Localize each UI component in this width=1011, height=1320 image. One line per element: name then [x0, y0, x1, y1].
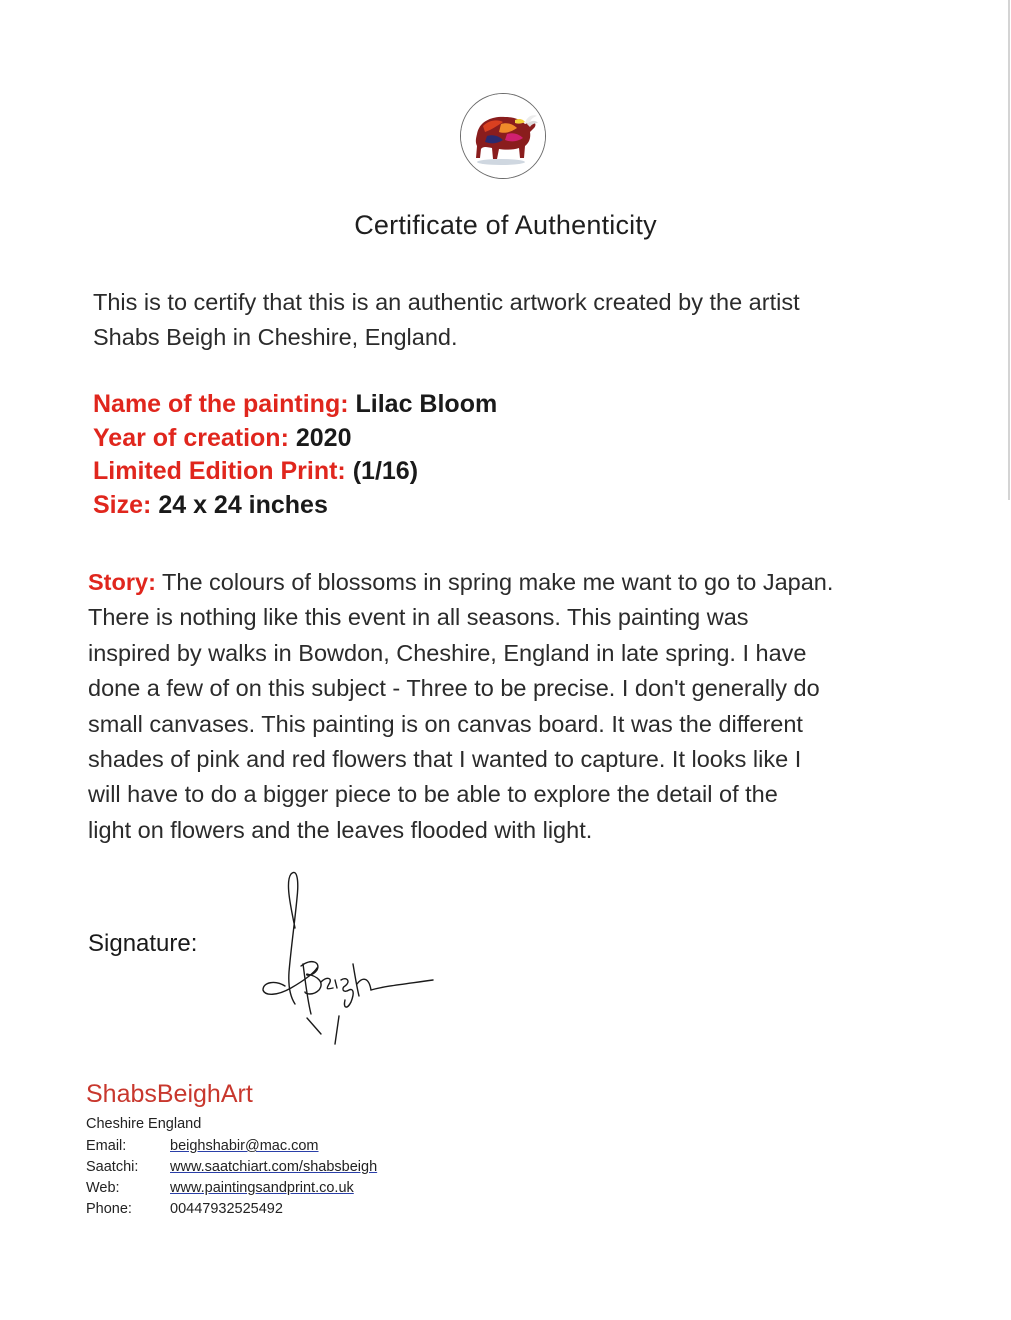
contact-row-email: [86, 1136, 377, 1157]
certificate-title: Certificate of Authenticity: [354, 210, 657, 240]
edition-value: (1/16): [352, 457, 419, 485]
year-value: 2020: [295, 423, 352, 452]
detail-row-name: [93, 388, 793, 422]
detail-row-edition: [93, 455, 793, 489]
story-line-text: The colours of blossoms in spring make me want to go to Japan.: [162, 569, 834, 595]
intro-line: This is to certify that this is an authentic artwork created by the artist: [93, 289, 800, 315]
size-label: Size:: [93, 490, 152, 519]
size-value: 24 x 24 inches: [158, 490, 328, 519]
web-label: Web:: [86, 1180, 120, 1196]
handwritten-signature: [255, 868, 440, 1050]
story-line: small canvases. This painting is on canvas board. It was the different: [88, 710, 803, 737]
intro-line: Shabs Beigh in Cheshire, England.: [93, 324, 458, 350]
painting-name-label: Name of the painting:: [93, 390, 349, 418]
story-paragraph: [88, 565, 928, 848]
contact-details: [86, 1136, 377, 1220]
story-line: [88, 565, 928, 600]
web-link[interactable]: www.paintingsandprint.co.uk: [170, 1180, 354, 1196]
phone-label: Phone:: [86, 1201, 132, 1217]
email-label: Email:: [86, 1138, 127, 1154]
story-line: light on flowers and the leaves flooded with light.: [88, 816, 593, 843]
page-edge-divider: [1008, 0, 1010, 500]
bull-painting-icon: [460, 93, 546, 179]
saatchi-label: Saatchi:: [86, 1159, 139, 1175]
story-line: inspired by walks in Bowdon, Cheshire, England in late spring. I have: [88, 639, 807, 666]
detail-row-size: [93, 489, 793, 523]
signature-label: Signature:: [88, 930, 198, 957]
contact-row-saatchi: [86, 1157, 377, 1178]
brand-name: ShabsBeighArt: [86, 1080, 253, 1108]
painting-name-value: Lilac Bloom: [355, 390, 498, 418]
phone-value: 00447932525492: [170, 1201, 283, 1217]
intro-paragraph: [93, 285, 933, 355]
story-line: done a few of on this subject - Three to be precise. I don't generally do: [88, 675, 820, 702]
edition-label: Limited Edition Print:: [93, 457, 346, 485]
story-line: There is nothing like this event in all seasons. This painting was: [88, 604, 749, 631]
story-line: shades of pink and red flowers that I wanted to capture. It looks like I: [88, 746, 802, 773]
year-label: Year of creation:: [93, 423, 289, 452]
story-line: will have to do a bigger piece to be able to explore the detail of the: [88, 781, 778, 808]
email-link[interactable]: beighshabir@mac.com: [170, 1138, 319, 1154]
contact-row-web: [86, 1178, 377, 1199]
detail-row-year: [93, 422, 793, 456]
story-label: Story:: [88, 569, 156, 595]
saatchi-link[interactable]: www.saatchiart.com/shabsbeigh: [170, 1159, 378, 1175]
brand-location: Cheshire England: [86, 1116, 202, 1132]
painting-details: [93, 388, 793, 522]
contact-row-phone: [86, 1199, 377, 1220]
